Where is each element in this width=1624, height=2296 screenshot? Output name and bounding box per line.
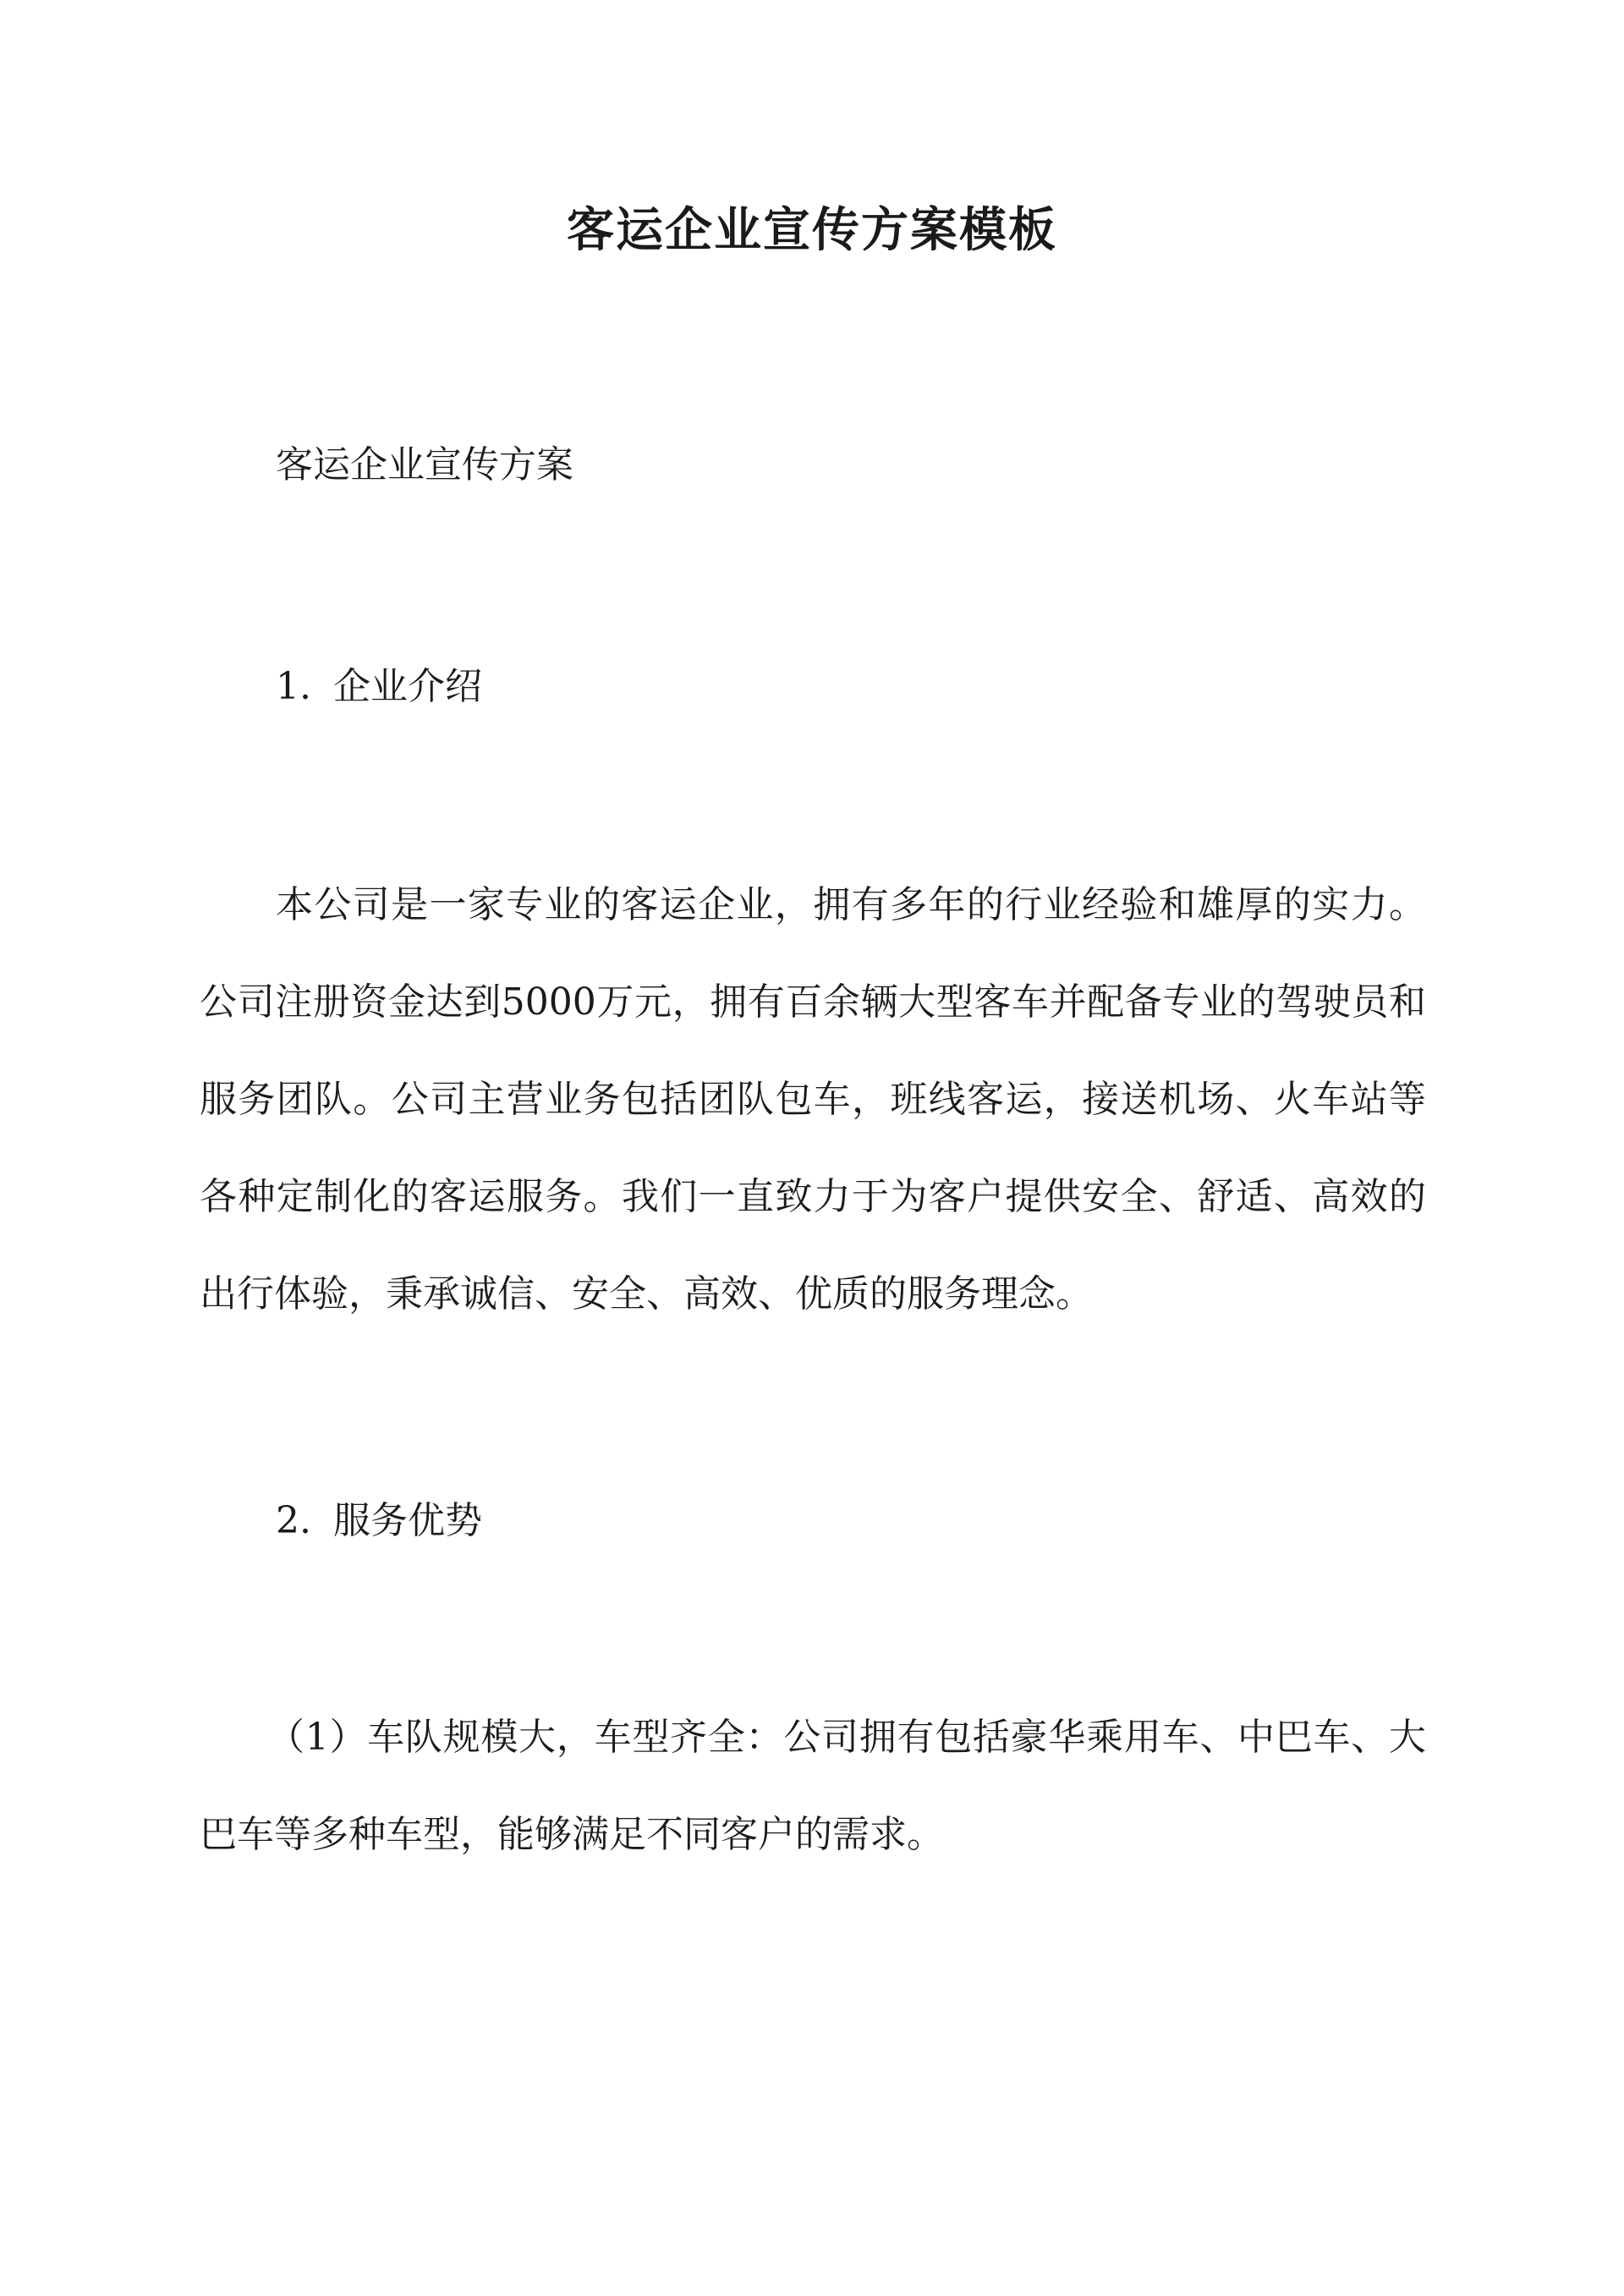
section-1-title: 企业介绍 — [332, 665, 482, 708]
section-1-paragraph: 本公司是一家专业的客运企业，拥有多年的行业经验和雄厚的实力。公司注册资金达到5000万元，拥有百余辆大型客车并配备专业的驾驶员和服务团队。公司主营业务包括团队包车，班线客运，接送机场、火车站等各种定制化的客运服务。我们一直致力于为客户提供安全、舒适、高效的出行体验，秉承诚信、安全、高效、优质的服务理念。 — [200, 883, 1426, 1316]
section-2-paragraph: （1）车队规模大，车型齐全：公司拥有包括豪华乘用车、中巴车、大巴车等多种车型，能够满足不同客户的需求。 — [200, 1716, 1426, 1856]
section-2-heading — [276, 1496, 482, 1546]
document-title: 客运企业宣传方案模板 — [567, 202, 1057, 258]
section-2-title: 服务优势 — [332, 1499, 482, 1542]
section-1-number: 1. — [276, 665, 311, 708]
document-subtitle: 客运企业宣传方案 — [276, 443, 573, 486]
section-2-number: 2. — [276, 1499, 311, 1542]
section-1-heading — [276, 662, 482, 712]
